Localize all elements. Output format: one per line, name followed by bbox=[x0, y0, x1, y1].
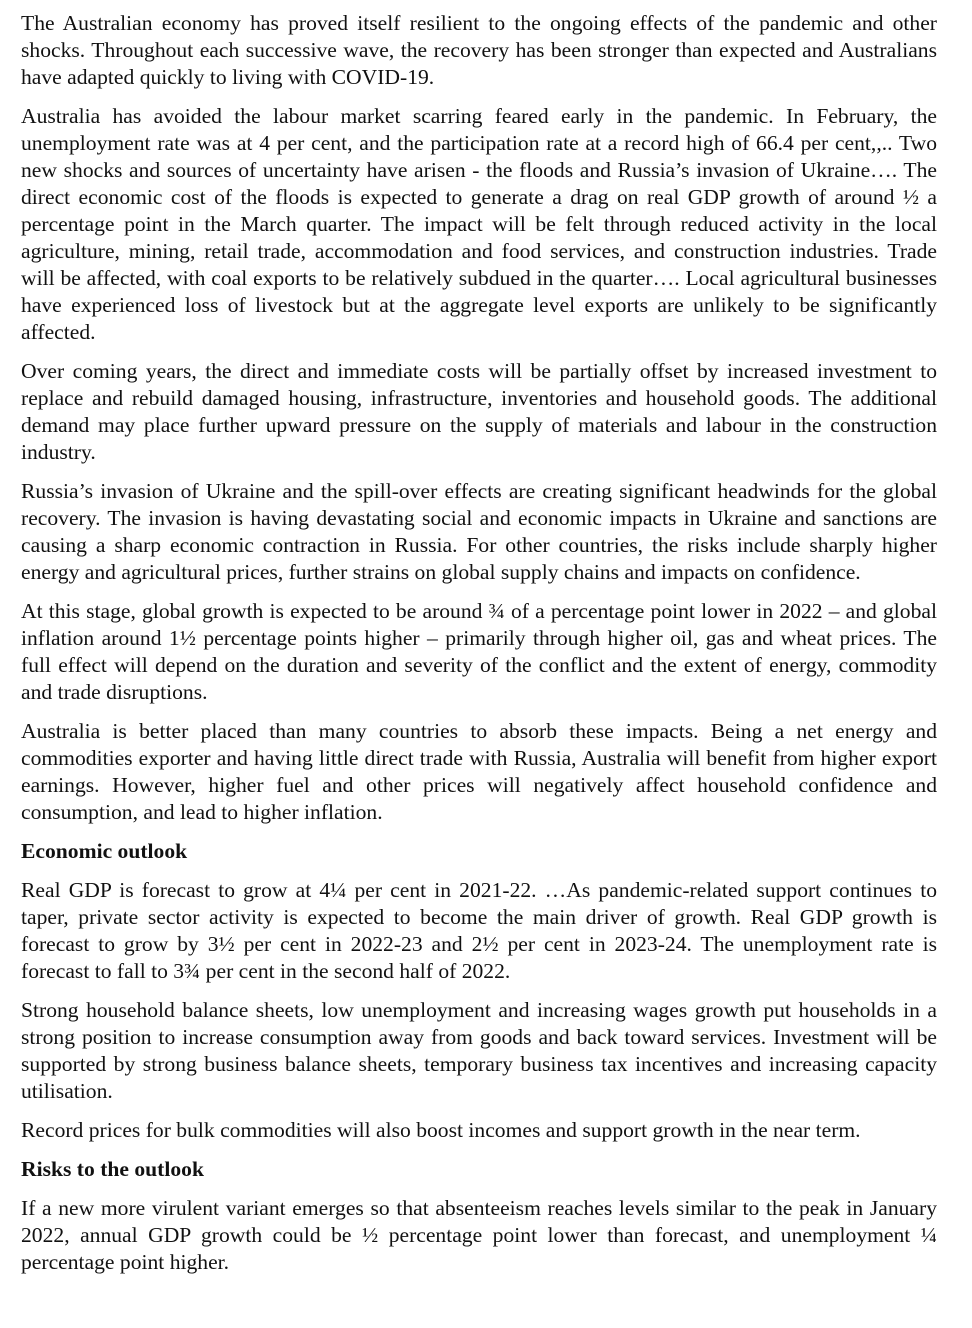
paragraph-household-balance-sheets: Strong household balance sheets, low unemployment and increasing wages growth put households in a strong position to increase consumption away from goods and back toward services. Investment will be supported by strong business balance sheets, temporary business tax incentives and increasing capacity utilisation. bbox=[21, 998, 937, 1103]
paragraph-new-variant-risk: If a new more virulent variant emerges so that absenteeism reaches levels similar to the peak in January 2022, annual GDP growth could be ½ percentage point lower than forecast, and unemployment ¼ percentage point higher. bbox=[21, 1196, 937, 1274]
paragraph-commodity-prices: Record prices for bulk commodities will also boost incomes and support growth in the near term. bbox=[21, 1118, 861, 1142]
document-page bbox=[21, 10, 937, 1288]
paragraph-rebuild-investment: Over coming years, the direct and immediate costs will be partially offset by increased investment to replace and rebuild damaged housing, infrastructure, inventories and household goods. The additional demand may place further upward pressure on the supply of materials and labour in the construction industry. bbox=[21, 359, 937, 464]
paragraph-global-growth: At this stage, global growth is expected to be around ¾ of a percentage point lower in 2022 – and global inflation around 1½ percentage points higher – primarily through higher oil, gas and wheat prices. The full effect will depend on the duration and severity of the conflict and the extent of energy, commodity and trade disruptions. bbox=[21, 599, 937, 704]
heading-economic-outlook: Economic outlook bbox=[21, 839, 188, 863]
paragraph-ukraine-invasion: Russia’s invasion of Ukraine and the spill-over effects are creating significant headwinds for the global recovery. The invasion is having devastating social and economic impacts in Ukraine and sanctions are causing a sharp economic contraction in Russia. For other countries, the risks include sharply higher energy and agricultural prices, further strains on global supply chains and impacts on confidence. bbox=[21, 479, 937, 584]
paragraph-labour-market: Australia has avoided the labour market scarring feared early in the pandemic. In February, the unemployment rate was at 4 per cent, and the participation rate at a record high of 66.4 per cent,,.. Two new shocks and sources of uncertainty have arisen - the floods and Russia’s invasion of Ukraine…. The direct economic cost of the floods is expected to generate a drag on real GDP growth of around ½ a percentage point in the March quarter. The impact will be felt through reduced activity in the local agriculture, mining, retail trade, accommodation and food services, and construction industries. Trade will be affected, with coal exports to be relatively subdued in the quarter…. Local agricultural businesses have experienced loss of livestock but at the aggregate level exports are unlikely to be significantly affected. bbox=[21, 104, 937, 344]
paragraph-australia-placed: Australia is better placed than many countries to absorb these impacts. Being a net energy and commodities exporter and having little direct trade with Russia, Australia will benefit from higher export earnings. However, higher fuel and other prices will negatively affect household confidence and consumption, and lead to higher inflation. bbox=[21, 719, 937, 824]
paragraph-economy-resilient: The Australian economy has proved itself resilient to the ongoing effects of the pandemic and other shocks. Throughout each successive wave, the recovery has been stronger than expected and Australians have adapted quickly to living with COVID-19. bbox=[21, 11, 937, 89]
paragraph-real-gdp-forecast: Real GDP is forecast to grow at 4¼ per cent in 2021-22. …As pandemic-related support continues to taper, private sector activity is expected to become the main driver of growth. Real GDP growth is forecast to grow by 3½ per cent in 2022-23 and 2½ per cent in 2023-24. The unemployment rate is forecast to fall to 3¾ per cent in the second half of 2022. bbox=[21, 878, 937, 983]
heading-risks-to-outlook: Risks to the outlook bbox=[21, 1157, 204, 1181]
